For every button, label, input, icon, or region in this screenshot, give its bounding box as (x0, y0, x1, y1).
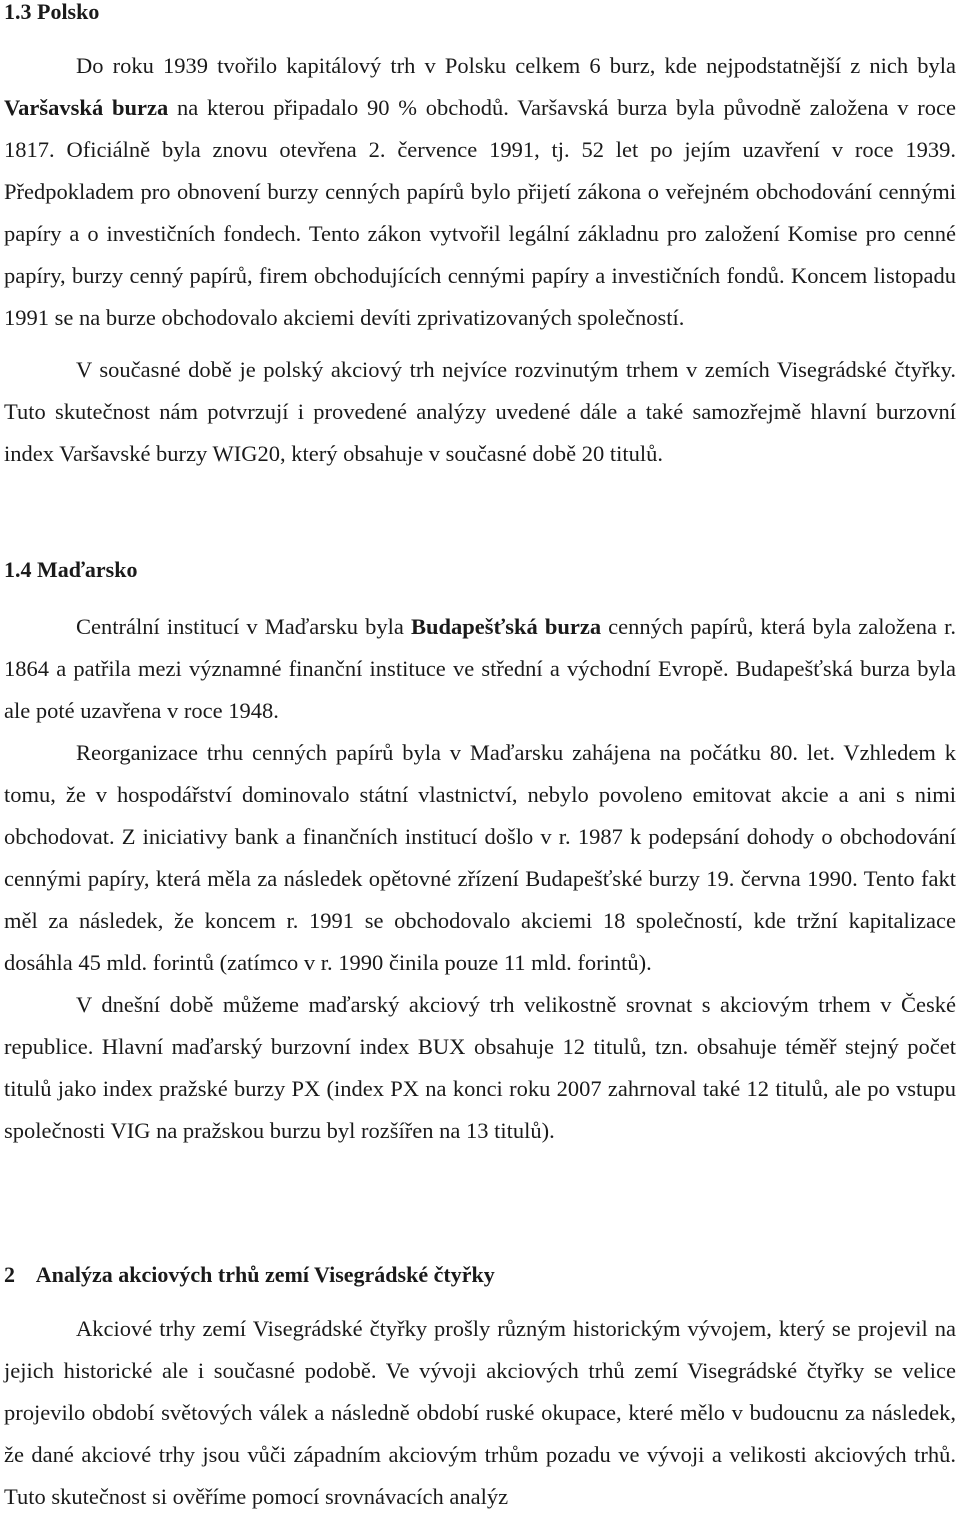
paragraph-text: Do roku 1939 tvořilo kapitálový trh v Polsku celkem 6 burz, kde nejpodstatnější z nich byla (76, 53, 956, 78)
section-heading-analysis: 2 Analýza akciových trhů zemí Visegrádské čtyřky (4, 1262, 495, 1287)
section-heading-hungary: 1.4 Maďarsko (4, 557, 138, 582)
paragraph-hungary-reorganization: Reorganizace trhu cenných papírů byla v Maďarsku zahájena na počátku 80. let. Vzhledem k tomu, že v hospodářství dominovalo státní vlastnictví, nebylo povoleno emitovat akcie a ani s nimi obchodovat. Z iniciativy bank a finančních institucí došlo v r. 1987 k podepsání dohody o obchodování cennými papíry, která měla za následek opětovné zřízení Budapešťské burzy 19. června 1990. Tento fakt měl za následek, že koncem r. 1991 se obchodovalo akciemi 18 společností, kde tržní kapitalizace dosáhla 45 mld. forintů (zatímco v r. 1990 činila pouze 11 mld. forintů). (4, 740, 956, 975)
bold-term-warsaw-exchange: Varšavská burza (4, 95, 169, 120)
paragraph-text: Centrální institucí v Maďarsku byla (76, 614, 411, 639)
section-poland-body (4, 45, 956, 475)
bold-term-budapest-exchange: Budapešťská burza (410, 614, 602, 639)
paragraph-poland-history (4, 45, 956, 339)
section-heading-poland: 1.3 Polsko (4, 0, 100, 24)
paragraph-analysis-intro: Akciové trhy zemí Visegrádské čtyřky prošly různým historickým vývojem, který se projevil na jejich historické ale i současné podobě. Ve vývoji akciových trhů zemí Visegrádské čtyřky se velice projevilo období světových válek a následně období ruské okupace, které mělo v budoucnu za následek, že dané akciové trhy jsou vůči západním akciovým trhům pozadu ve vývoji a velikosti akciových trhů. Tuto skutečnost si ověříme pomocí srovnávacích analýz (4, 1316, 956, 1509)
paragraph-poland-today: V současné době je polský akciový trh nejvíce rozvinutým trhem v zemích Visegrádské čtyřky. Tuto skutečnost nám potvrzují i provedené analýzy uvedené dále a také samozřejmě hlavní burzovní index Varšavské burzy WIG20, který obsahuje v současné době 20 titulů. (4, 357, 956, 466)
section-hungary-body (4, 606, 956, 1152)
paragraph-hungary-history (4, 606, 956, 732)
paragraph-hungary-today: V dnešní době můžeme maďarský akciový trh velikostně srovnat s akciovým trhem v České republice. Hlavní maďarský burzovní index BUX obsahuje 12 titulů, tzn. obsahuje téměř stejný počet titulů jako index pražské burzy PX (index PX na konci roku 2007 zahrnoval také 12 titulů, ale po vstupu společnosti VIG na pražskou burzu byl rozšířen na 13 titulů). (4, 992, 956, 1143)
paragraph-text: na kterou připadalo 90 % obchodů. Varšavská burza byla původně založena v roce 1817. Oficiálně byla znovu otevřena 2. července 1991, tj. 52 let po jejím uzavření v roce 1939. Předpokladem pro obnovení burzy cenných papírů bylo přijetí zákona o veřejném obchodování cennými papíry a o investičních fondech. Tento zákon vytvořil legální základnu pro založení Komise pro cenné papíry, burzy cenný papírů, firem obchodujících cennými papíry a investičních fondů. Koncem listopadu 1991 se na burze obchodovalo akciemi devíti zprivatizovaných společností. (4, 95, 956, 330)
paragraph-text: cenných papírů, která byla založena r. 1864 a patřila mezi významné finanční instituce ve střední a východní Evropě. Budapešťská burza byla ale poté uzavřena v roce 1948. (4, 614, 956, 723)
section-analysis-body (4, 1308, 956, 1518)
